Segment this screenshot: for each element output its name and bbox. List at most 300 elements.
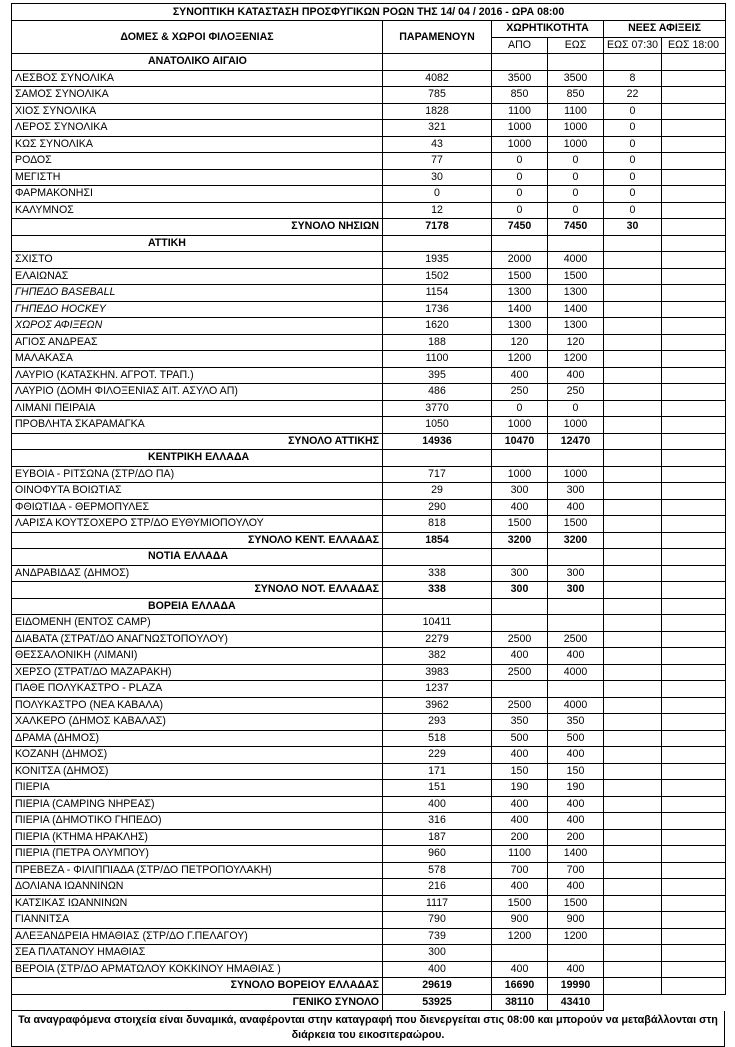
table-row bbox=[12, 846, 726, 863]
remaining-cell: 4082 bbox=[383, 70, 492, 87]
remaining-cell: 12 bbox=[383, 202, 492, 219]
capacity-to-cell: 1100 bbox=[548, 103, 604, 120]
total-row bbox=[12, 582, 726, 599]
location-name: ΓΗΠΕΔΟ HOCKEY bbox=[12, 301, 383, 318]
capacity-to-cell: 0 bbox=[548, 153, 604, 170]
capacity-from-cell: 400 bbox=[492, 648, 548, 665]
arrivals-1800-cell bbox=[662, 499, 726, 516]
arrivals-0730-cell: 0 bbox=[604, 120, 662, 137]
capacity-from-cell: 1100 bbox=[492, 846, 548, 863]
location-name: ΜΕΓΙΣΤΗ bbox=[12, 169, 383, 186]
empty-cell bbox=[492, 235, 548, 252]
table-row bbox=[12, 70, 726, 87]
location-name: ΕΙΔΟΜΕΝΗ (ΕΝΤΟΣ CAMP) bbox=[12, 615, 383, 632]
table-row bbox=[12, 87, 726, 104]
location-name: ΣΑΜΟΣ ΣΥΝΟΛΙΚΑ bbox=[12, 87, 383, 104]
capacity-from-cell: 0 bbox=[492, 400, 548, 417]
arrivals-1800-cell bbox=[662, 813, 726, 830]
arrivals-1800-cell bbox=[662, 532, 726, 549]
capacity-from-cell bbox=[492, 945, 548, 962]
capacity-to-cell: 400 bbox=[548, 879, 604, 896]
capacity-to-cell: 2500 bbox=[548, 631, 604, 648]
table-row bbox=[12, 499, 726, 516]
arrivals-1800-cell bbox=[662, 70, 726, 87]
arrivals-0730-cell bbox=[604, 565, 662, 582]
capacity-from-cell: 3200 bbox=[492, 532, 548, 549]
empty-cell bbox=[492, 54, 548, 71]
capacity-to-cell: 850 bbox=[548, 87, 604, 104]
arrivals-1800-cell bbox=[662, 433, 726, 450]
table-row bbox=[12, 945, 726, 962]
arrivals-1800-cell bbox=[662, 169, 726, 186]
empty-cell bbox=[662, 598, 726, 615]
remaining-cell: 790 bbox=[383, 912, 492, 929]
table-row bbox=[12, 631, 726, 648]
capacity-to-cell: 1000 bbox=[548, 120, 604, 137]
remaining-cell: 486 bbox=[383, 384, 492, 401]
arrivals-0730-cell bbox=[604, 664, 662, 681]
location-name: ΚΑΛΥΜΝΟΣ bbox=[12, 202, 383, 219]
section-row bbox=[12, 235, 726, 252]
arrivals-1800-cell bbox=[662, 928, 726, 945]
capacity-to-cell: 250 bbox=[548, 384, 604, 401]
capacity-to-cell: 300 bbox=[548, 483, 604, 500]
arrivals-1800-cell bbox=[662, 862, 726, 879]
refugee-flows-report bbox=[11, 3, 725, 1047]
capacity-from-cell: 400 bbox=[492, 499, 548, 516]
table-row bbox=[12, 615, 726, 632]
capacity-from-cell: 1400 bbox=[492, 301, 548, 318]
capacity-to-cell: 700 bbox=[548, 862, 604, 879]
section-title: ΒΟΡΕΙΑ ΕΛΛΑΔΑ bbox=[12, 598, 383, 615]
capacity-from-cell: 0 bbox=[492, 202, 548, 219]
capacity-from-cell: 38110 bbox=[492, 994, 548, 1011]
arrivals-0730-cell bbox=[604, 747, 662, 764]
location-name: ΛΙΜΑΝΙ ΠΕΙΡΑΙΑ bbox=[12, 400, 383, 417]
location-name: ΣΧΙΣΤΟ bbox=[12, 252, 383, 269]
location-name: ΒΕΡΟΙΑ (ΣΤΡ/ΔΟ ΑΡΜΑΤΩΛΟΥ ΚΟΚΚΙΝΟΥ ΗΜΑΘΙΑΣ ) bbox=[12, 961, 383, 978]
capacity-from-cell: 2500 bbox=[492, 631, 548, 648]
section-title: ΑΤΤΙΚΗ bbox=[12, 235, 383, 252]
remaining-cell: 188 bbox=[383, 334, 492, 351]
remaining-cell: 171 bbox=[383, 763, 492, 780]
capacity-to-cell: 300 bbox=[548, 582, 604, 599]
arrivals-1800-cell bbox=[662, 136, 726, 153]
capacity-to-cell: 400 bbox=[548, 648, 604, 665]
capacity-from-cell: 1000 bbox=[492, 466, 548, 483]
location-name: ΚΟΝΙΤΣΑ (ΔΗΜΟΣ) bbox=[12, 763, 383, 780]
capacity-from-cell: 2500 bbox=[492, 697, 548, 714]
arrivals-1800-cell bbox=[662, 367, 726, 384]
arrivals-1800-cell bbox=[662, 664, 726, 681]
empty-cell bbox=[383, 450, 492, 467]
arrivals-0730-cell: 0 bbox=[604, 153, 662, 170]
arrivals-1800-cell bbox=[662, 466, 726, 483]
empty-cell bbox=[548, 598, 604, 615]
capacity-to-cell: 400 bbox=[548, 961, 604, 978]
arrivals-0730-cell bbox=[604, 829, 662, 846]
footnote: Τα αναγραφόμενα στοιχεία είναι δυναμικά, αναφέρονται στην καταγραφή που διενεργείται στις 08:00 και μπορούν να μεταβάλλονται στη διάρκεια του εικοσιτεραώρου. bbox=[11, 1011, 725, 1047]
location-name: ΣΕΑ ΠΛΑΤΑΝΟΥ ΗΜΑΘΙΑΣ bbox=[12, 945, 383, 962]
total-row bbox=[12, 978, 726, 995]
empty-cell bbox=[662, 450, 726, 467]
capacity-to-cell: 1300 bbox=[548, 318, 604, 335]
remaining-cell: 151 bbox=[383, 780, 492, 797]
arrivals-1800-cell bbox=[662, 153, 726, 170]
total-label: ΓΕΝΙΚΟ ΣΥΝΟΛΟ bbox=[12, 994, 383, 1011]
location-name: ΠΙΕΡΙΑ (ΠΕΤΡΑ ΟΛΥΜΠΟΥ) bbox=[12, 846, 383, 863]
table-row bbox=[12, 169, 726, 186]
table-row bbox=[12, 829, 726, 846]
arrivals-0730-cell bbox=[604, 351, 662, 368]
table-row bbox=[12, 351, 726, 368]
arrivals-0730-cell: 0 bbox=[604, 103, 662, 120]
remaining-cell: 293 bbox=[383, 714, 492, 731]
table-row bbox=[12, 879, 726, 896]
total-row bbox=[12, 219, 726, 236]
capacity-to-cell: 1200 bbox=[548, 351, 604, 368]
empty-cell bbox=[492, 549, 548, 566]
capacity-from-cell: 300 bbox=[492, 565, 548, 582]
remaining-cell: 300 bbox=[383, 945, 492, 962]
empty-cell bbox=[383, 235, 492, 252]
arrivals-0730-cell: 0 bbox=[604, 186, 662, 203]
arrivals-1800-cell bbox=[662, 120, 726, 137]
capacity-from-cell: 300 bbox=[492, 582, 548, 599]
remaining-cell: 290 bbox=[383, 499, 492, 516]
arrivals-1800-cell bbox=[662, 565, 726, 582]
arrivals-1800-cell bbox=[662, 186, 726, 203]
total-label: ΣΥΝΟΛΟ ΑΤΤΙΚΗΣ bbox=[12, 433, 383, 450]
empty-cell bbox=[383, 598, 492, 615]
location-name: ΔΡΑΜΑ (ΔΗΜΟΣ) bbox=[12, 730, 383, 747]
arrivals-0730-cell bbox=[604, 582, 662, 599]
location-name: ΔΙΑΒΑΤΑ (ΣΤΡΑΤ/ΔΟ ΑΝΑΓΝΩΣΤΟΠΟΥΛΟΥ) bbox=[12, 631, 383, 648]
capacity-from-cell bbox=[492, 681, 548, 698]
capacity-from-cell bbox=[492, 615, 548, 632]
capacity-to-cell: 300 bbox=[548, 565, 604, 582]
capacity-from-cell: 400 bbox=[492, 961, 548, 978]
location-name: ΚΟΖΑΝΗ (ΔΗΜΟΣ) bbox=[12, 747, 383, 764]
remaining-cell: 3962 bbox=[383, 697, 492, 714]
location-name: ΠΙΕΡΙΑ bbox=[12, 780, 383, 797]
header-capacity: ΧΩΡΗΤΙΚΟΤΗΤΑ bbox=[492, 21, 604, 38]
location-name: ΧΩΡΟΣ ΑΦΙΞΕΩΝ bbox=[12, 318, 383, 335]
capacity-to-cell: 4000 bbox=[548, 664, 604, 681]
capacity-from-cell: 1100 bbox=[492, 103, 548, 120]
remaining-cell: 400 bbox=[383, 796, 492, 813]
table-row bbox=[12, 813, 726, 830]
remaining-cell: 1237 bbox=[383, 681, 492, 698]
arrivals-0730-cell bbox=[604, 945, 662, 962]
capacity-to-cell: 400 bbox=[548, 747, 604, 764]
capacity-to-cell: 0 bbox=[548, 202, 604, 219]
capacity-to-cell: 400 bbox=[548, 813, 604, 830]
arrivals-1800-cell bbox=[662, 846, 726, 863]
capacity-to-cell: 1000 bbox=[548, 417, 604, 434]
arrivals-1800-cell bbox=[662, 895, 726, 912]
capacity-from-cell: 1500 bbox=[492, 268, 548, 285]
header-new-arrivals: ΝΕΕΣ ΑΦΙΞΕΙΣ bbox=[604, 21, 726, 38]
remaining-cell: 395 bbox=[383, 367, 492, 384]
table-body bbox=[12, 54, 726, 1011]
capacity-from-cell: 1300 bbox=[492, 318, 548, 335]
remaining-cell: 3770 bbox=[383, 400, 492, 417]
arrivals-0730-cell bbox=[604, 334, 662, 351]
arrivals-0730-cell bbox=[604, 895, 662, 912]
capacity-from-cell: 400 bbox=[492, 813, 548, 830]
remaining-cell: 1620 bbox=[383, 318, 492, 335]
empty-cell bbox=[383, 549, 492, 566]
table-row bbox=[12, 747, 726, 764]
arrivals-1800-cell bbox=[662, 747, 726, 764]
capacity-to-cell: 19990 bbox=[548, 978, 604, 995]
arrivals-0730-cell bbox=[604, 681, 662, 698]
header-capacity-from: ΑΠΟ bbox=[492, 37, 548, 54]
arrivals-1800-cell bbox=[662, 268, 726, 285]
section-row bbox=[12, 450, 726, 467]
capacity-from-cell: 850 bbox=[492, 87, 548, 104]
arrivals-1800-cell bbox=[662, 631, 726, 648]
location-name: ΛΕΣΒΟΣ ΣΥΝΟΛΙΚΑ bbox=[12, 70, 383, 87]
capacity-to-cell: 350 bbox=[548, 714, 604, 731]
remaining-cell: 338 bbox=[383, 565, 492, 582]
capacity-to-cell: 500 bbox=[548, 730, 604, 747]
location-name: ΠΑΘΕ ΠΟΛΥΚΑΣΤΡΟ - PLAZA bbox=[12, 681, 383, 698]
arrivals-1800-cell bbox=[662, 780, 726, 797]
capacity-from-cell: 1300 bbox=[492, 285, 548, 302]
table-row bbox=[12, 103, 726, 120]
arrivals-0730-cell bbox=[604, 763, 662, 780]
arrivals-0730-cell bbox=[604, 846, 662, 863]
table-row bbox=[12, 664, 726, 681]
arrivals-1800-cell bbox=[662, 219, 726, 236]
capacity-from-cell: 0 bbox=[492, 186, 548, 203]
arrivals-0730-cell bbox=[604, 961, 662, 978]
capacity-from-cell: 400 bbox=[492, 879, 548, 896]
table-row bbox=[12, 483, 726, 500]
location-name: ΓΗΠΕΔΟ BASEBALL bbox=[12, 285, 383, 302]
location-name: ΘΕΣΣΑΛΟΝΙΚΗ (ΛΙΜΑΝΙ) bbox=[12, 648, 383, 665]
empty-cell bbox=[383, 54, 492, 71]
arrivals-0730-cell bbox=[604, 499, 662, 516]
capacity-from-cell: 1000 bbox=[492, 120, 548, 137]
arrivals-0730-cell bbox=[604, 714, 662, 731]
remaining-cell: 578 bbox=[383, 862, 492, 879]
remaining-cell: 2279 bbox=[383, 631, 492, 648]
arrivals-0730-cell bbox=[604, 780, 662, 797]
capacity-to-cell: 4000 bbox=[548, 252, 604, 269]
remaining-cell: 382 bbox=[383, 648, 492, 665]
empty-cell bbox=[604, 450, 662, 467]
capacity-to-cell: 400 bbox=[548, 367, 604, 384]
arrivals-0730-cell bbox=[604, 318, 662, 335]
arrivals-0730-cell bbox=[604, 978, 662, 995]
table-row bbox=[12, 252, 726, 269]
arrivals-1800-cell bbox=[662, 912, 726, 929]
arrivals-0730-cell: 30 bbox=[604, 219, 662, 236]
capacity-from-cell: 900 bbox=[492, 912, 548, 929]
location-name: ΑΓΙΟΣ ΑΝΔΡΕΑΣ bbox=[12, 334, 383, 351]
empty-cell bbox=[604, 54, 662, 71]
remaining-cell: 1935 bbox=[383, 252, 492, 269]
capacity-to-cell: 0 bbox=[548, 400, 604, 417]
location-name: ΚΑΤΣΙΚΑΣ ΙΩΑΝΝΙΝΩΝ bbox=[12, 895, 383, 912]
arrivals-1800-cell bbox=[662, 615, 726, 632]
arrivals-1800-cell bbox=[662, 87, 726, 104]
remaining-cell: 518 bbox=[383, 730, 492, 747]
capacity-to-cell: 1500 bbox=[548, 268, 604, 285]
arrivals-1800-cell bbox=[662, 829, 726, 846]
location-name: ΕΛΑΙΩΝΑΣ bbox=[12, 268, 383, 285]
capacity-to-cell: 1400 bbox=[548, 301, 604, 318]
arrivals-1800-cell bbox=[662, 483, 726, 500]
table-row bbox=[12, 153, 726, 170]
capacity-from-cell: 250 bbox=[492, 384, 548, 401]
location-name: ΦΘΙΩΤΙΔΑ - ΘΕΡΜΟΠΥΛΕΣ bbox=[12, 499, 383, 516]
empty-cell bbox=[492, 598, 548, 615]
arrivals-0730-cell bbox=[604, 400, 662, 417]
arrivals-1800-cell bbox=[662, 285, 726, 302]
arrivals-1800-cell bbox=[662, 978, 726, 995]
arrivals-1800-cell bbox=[662, 400, 726, 417]
table-row bbox=[12, 334, 726, 351]
capacity-from-cell: 200 bbox=[492, 829, 548, 846]
capacity-to-cell: 120 bbox=[548, 334, 604, 351]
capacity-to-cell: 1500 bbox=[548, 516, 604, 533]
capacity-to-cell: 200 bbox=[548, 829, 604, 846]
capacity-from-cell: 400 bbox=[492, 367, 548, 384]
arrivals-0730-cell bbox=[604, 483, 662, 500]
arrivals-1800-cell bbox=[662, 384, 726, 401]
empty-cell bbox=[548, 54, 604, 71]
arrivals-1800-cell bbox=[662, 763, 726, 780]
arrivals-0730-cell: 0 bbox=[604, 202, 662, 219]
arrivals-1800-cell bbox=[662, 796, 726, 813]
table-row bbox=[12, 466, 726, 483]
location-name: ΧΙΟΣ ΣΥΝΟΛΙΚΑ bbox=[12, 103, 383, 120]
arrivals-1800-cell bbox=[662, 945, 726, 962]
table-row bbox=[12, 912, 726, 929]
table-row bbox=[12, 780, 726, 797]
arrivals-1800-cell bbox=[662, 648, 726, 665]
location-name: ΠΟΛΥΚΑΣΤΡΟ (ΝΕΑ ΚΑΒΑΛΑ) bbox=[12, 697, 383, 714]
arrivals-1800-cell bbox=[662, 516, 726, 533]
header-arrivals-1800: ΕΩΣ 18:00 bbox=[662, 37, 726, 54]
remaining-cell: 229 bbox=[383, 747, 492, 764]
header-capacity-to: ΕΩΣ bbox=[548, 37, 604, 54]
capacity-to-cell: 400 bbox=[548, 499, 604, 516]
location-name: ΠΙΕΡΙΑ (ΔΗΜΟΤΙΚΟ ΓΗΠΕΔΟ) bbox=[12, 813, 383, 830]
arrivals-0730-cell bbox=[604, 532, 662, 549]
location-name: ΧΕΡΣΟ (ΣΤΡΑΤ/ΔΟ ΜΑΖΑΡΑΚΗ) bbox=[12, 664, 383, 681]
empty-cell bbox=[604, 598, 662, 615]
empty-cell bbox=[662, 235, 726, 252]
capacity-to-cell: 3200 bbox=[548, 532, 604, 549]
capacity-from-cell: 500 bbox=[492, 730, 548, 747]
empty-cell bbox=[548, 549, 604, 566]
capacity-from-cell: 0 bbox=[492, 169, 548, 186]
table-row bbox=[12, 285, 726, 302]
arrivals-0730-cell bbox=[604, 615, 662, 632]
location-name: ΡΟΔΟΣ bbox=[12, 153, 383, 170]
table-row bbox=[12, 697, 726, 714]
remaining-cell: 1736 bbox=[383, 301, 492, 318]
table-row bbox=[12, 516, 726, 533]
capacity-to-cell bbox=[548, 615, 604, 632]
arrivals-1800-cell bbox=[662, 879, 726, 896]
location-name: ΛΑΥΡΙΟ (ΔΟΜΗ ΦΙΛΟΞΕΝΙΑΣ ΑΙΤ. ΑΣΥΛΟ ΑΠ) bbox=[12, 384, 383, 401]
arrivals-1800-cell bbox=[662, 961, 726, 978]
table-row bbox=[12, 318, 726, 335]
capacity-from-cell: 300 bbox=[492, 483, 548, 500]
capacity-from-cell: 350 bbox=[492, 714, 548, 731]
remaining-cell: 1100 bbox=[383, 351, 492, 368]
arrivals-1800-cell bbox=[662, 103, 726, 120]
arrivals-0730-cell bbox=[604, 268, 662, 285]
remaining-cell: 10411 bbox=[383, 615, 492, 632]
remaining-cell: 785 bbox=[383, 87, 492, 104]
arrivals-0730-cell bbox=[604, 648, 662, 665]
capacity-from-cell: 400 bbox=[492, 747, 548, 764]
remaining-cell: 1154 bbox=[383, 285, 492, 302]
remaining-cell: 30 bbox=[383, 169, 492, 186]
report-title: ΣΥΝΟΠΤΙΚΗ ΚΑΤΑΣΤΑΣΗ ΠΡΟΣΦΥΓΙΚΩΝ ΡΟΩΝ ΤΗΣ 14/ 04 / 2016 - ΩΡΑ 08:00 bbox=[12, 4, 726, 21]
location-name: ΦΑΡΜΑΚΟΝΗΣΙ bbox=[12, 186, 383, 203]
capacity-from-cell: 1200 bbox=[492, 351, 548, 368]
location-name: ΧΑΛΚΕΡΟ (ΔΗΜΟΣ ΚΑΒΑΛΑΣ) bbox=[12, 714, 383, 731]
table-row bbox=[12, 202, 726, 219]
arrivals-1800-cell bbox=[662, 681, 726, 698]
section-title: ΑΝΑΤΟΛΙΚΟ ΑΙΓΑΙΟ bbox=[12, 54, 383, 71]
arrivals-0730-cell: 0 bbox=[604, 169, 662, 186]
arrivals-1800-cell bbox=[662, 252, 726, 269]
location-name: ΑΝΔΡΑΒΙΔΑΣ (ΔΗΜΟΣ) bbox=[12, 565, 383, 582]
table-row bbox=[12, 136, 726, 153]
section-row bbox=[12, 598, 726, 615]
capacity-from-cell: 150 bbox=[492, 763, 548, 780]
capacity-to-cell: 0 bbox=[548, 169, 604, 186]
empty-cell bbox=[492, 450, 548, 467]
arrivals-1800-cell bbox=[662, 582, 726, 599]
arrivals-1800-cell bbox=[662, 334, 726, 351]
table-row bbox=[12, 928, 726, 945]
capacity-to-cell: 0 bbox=[548, 186, 604, 203]
arrivals-0730-cell bbox=[604, 466, 662, 483]
capacity-from-cell: 2000 bbox=[492, 252, 548, 269]
capacity-from-cell: 7450 bbox=[492, 219, 548, 236]
capacity-to-cell: 7450 bbox=[548, 219, 604, 236]
capacity-to-cell: 400 bbox=[548, 796, 604, 813]
table-row bbox=[12, 384, 726, 401]
arrivals-0730-cell bbox=[604, 862, 662, 879]
table-row bbox=[12, 796, 726, 813]
arrivals-0730-cell: 22 bbox=[604, 87, 662, 104]
remaining-cell: 3983 bbox=[383, 664, 492, 681]
section-row bbox=[12, 549, 726, 566]
total-label: ΣΥΝΟΛΟ ΝΗΣΙΩΝ bbox=[12, 219, 383, 236]
arrivals-0730-cell bbox=[604, 928, 662, 945]
arrivals-0730-cell bbox=[604, 796, 662, 813]
arrivals-0730-cell bbox=[604, 912, 662, 929]
capacity-from-cell: 1000 bbox=[492, 136, 548, 153]
capacity-to-cell: 900 bbox=[548, 912, 604, 929]
remaining-cell: 43 bbox=[383, 136, 492, 153]
capacity-from-cell: 190 bbox=[492, 780, 548, 797]
remaining-cell: 1050 bbox=[383, 417, 492, 434]
arrivals-0730-cell bbox=[604, 813, 662, 830]
arrivals-0730-cell bbox=[604, 433, 662, 450]
